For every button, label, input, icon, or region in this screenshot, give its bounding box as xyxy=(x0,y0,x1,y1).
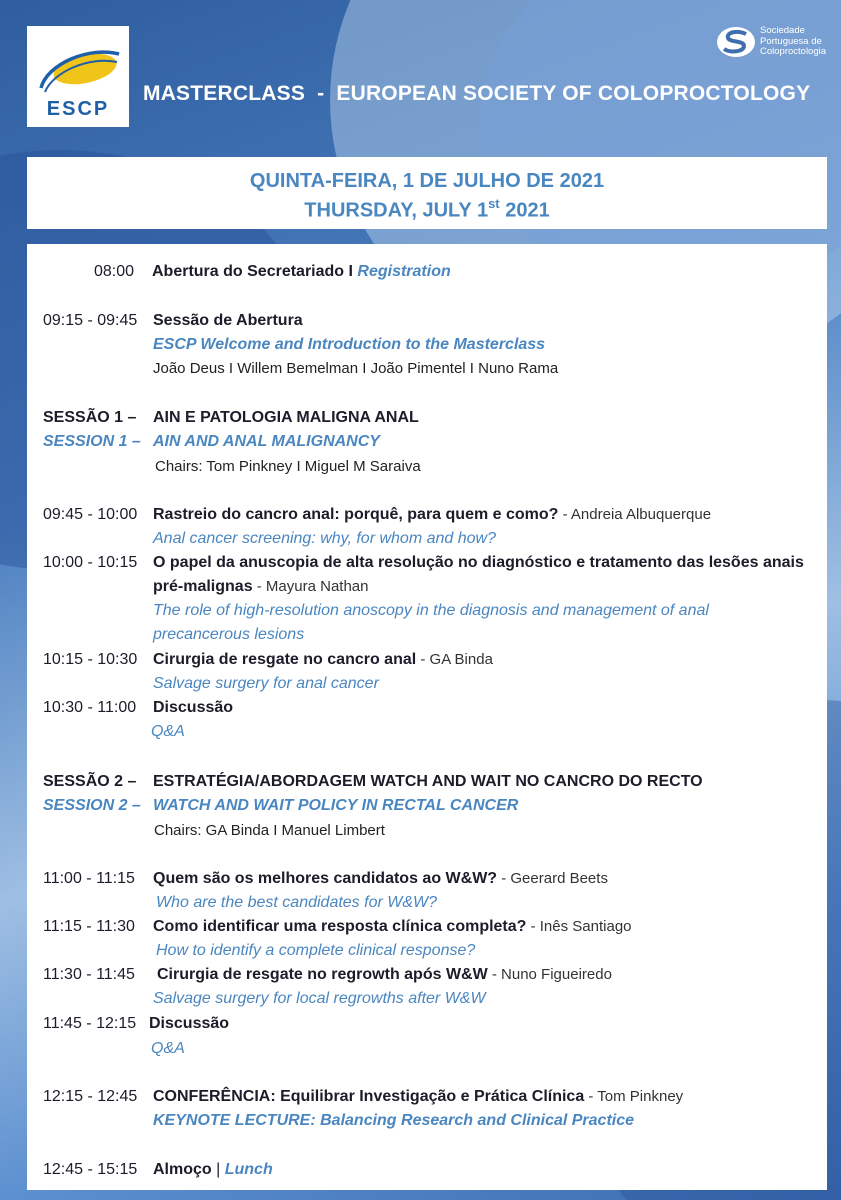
registration-title-pt: Abertura do Secretariado I xyxy=(152,263,358,280)
session2-label-pt: SESSÃO 2 – xyxy=(43,773,137,790)
date-en-sup: st xyxy=(488,196,500,211)
s1-talk1-title-pt: Rastreio do cancro anal: porquê, para quem e como? xyxy=(153,506,559,523)
session1-label-pt: SESSÃO 1 – xyxy=(43,409,137,426)
time-registration: 08:00 xyxy=(94,263,135,280)
session2-chairs: Chairs: GA Binda I Manuel Limbert xyxy=(154,822,385,839)
s2-talk1-speaker: - Geerard Beets xyxy=(497,870,608,887)
time-lunch: 12:45 - 15:15 xyxy=(43,1161,138,1178)
s1-talk2-title-en-2: precancerous lesions xyxy=(153,626,305,643)
s1-talk3-title-pt: Cirurgia de resgate no cancro anal xyxy=(153,651,417,668)
keynote-title-pt: CONFERÊNCIA: Equilibrar Investigação e Prática Clínica xyxy=(153,1088,585,1105)
s2-talk1-title xyxy=(153,870,608,888)
s1-talk3-title xyxy=(153,651,493,669)
registration-title xyxy=(152,263,451,281)
time-s2-discussion: 11:45 - 12:15 xyxy=(43,1015,137,1032)
date-pt: QUINTA-FEIRA, 1 DE JULHO DE 2021 xyxy=(249,170,605,192)
s1-talk1-speaker: - Andreia Albuquerque xyxy=(558,506,712,523)
opening-title-pt: Sessão de Abertura xyxy=(153,312,303,329)
session1-title-pt: AIN E PATOLOGIA MALIGNA ANAL xyxy=(153,409,419,426)
lunch-title-en: Lunch xyxy=(224,1161,273,1178)
s2-talk2-title-en: How to identify a complete clinical response? xyxy=(156,942,476,959)
s2-talk1-title-pt: Quem são os melhores candidatos ao W&W? xyxy=(153,870,498,887)
s1-talk2-title-pt-1: O papel da anuscopia de alta resolução no diagnóstico e tratamento das lesões anais xyxy=(153,554,804,571)
s1-talk2-speaker: - Mayura Nathan xyxy=(252,578,369,595)
session1-chairs: Chairs: Tom Pinkney I Miguel M Saraiva xyxy=(155,458,421,475)
s1-talk1-title xyxy=(153,506,711,524)
session2-title-pt: ESTRATÉGIA/ABORDAGEM WATCH AND WAIT NO CANCRO DO RECTO xyxy=(153,773,703,790)
lunch-separator: | xyxy=(211,1161,225,1178)
s1-discussion-title-pt: Discussão xyxy=(153,699,234,716)
time-s1-talk2: 10:00 - 10:15 xyxy=(43,554,138,571)
escp-logo-text: ESCP xyxy=(46,98,110,120)
s2-talk2-speaker: - Inês Santiago xyxy=(526,918,632,935)
s2-talk2-title xyxy=(153,918,632,936)
date-en-prefix: THURSDAY, JULY 1 xyxy=(304,199,489,222)
spc-line-1: Sociedade xyxy=(760,25,805,36)
opening-speakers: João Deus I Willem Bemelman I João Pimentel I Nuno Rama xyxy=(153,360,559,377)
lunch-title-pt: Almoço xyxy=(153,1161,212,1178)
page-title: MASTERCLASS - EUROPEAN SOCIETY OF COLOPROCTOLOGY xyxy=(143,82,811,105)
spc-line-3: Coloproctologia xyxy=(760,46,827,57)
session2-title-en: WATCH AND WAIT POLICY IN RECTAL CANCER xyxy=(153,797,519,814)
s1-talk2-title-en-1: The role of high-resolution anoscopy in the diagnosis and management of anal xyxy=(153,602,709,619)
keynote-title-en: KEYNOTE LECTURE: Balancing Research and Clinical Practice xyxy=(153,1112,635,1129)
time-s1-discussion: 10:30 - 11:00 xyxy=(43,699,137,716)
s2-talk3-speaker: - Nuno Figueiredo xyxy=(487,966,612,983)
spc-logo xyxy=(716,22,826,62)
time-s2-talk1: 11:00 - 11:15 xyxy=(43,870,135,887)
lunch-title xyxy=(153,1161,273,1179)
session2-label-en: SESSION 2 – xyxy=(43,797,141,814)
time-s2-talk2: 11:15 - 11:30 xyxy=(43,918,135,935)
spc-logo-icon xyxy=(716,26,756,58)
time-s1-talk1: 09:45 - 10:00 xyxy=(43,506,138,523)
s2-talk1-title-en: Who are the best candidates for W&W? xyxy=(156,894,438,911)
session1-title-en: AIN AND ANAL MALIGNANCY xyxy=(153,433,380,450)
s1-talk2-title xyxy=(153,578,368,596)
time-opening: 09:15 - 09:45 xyxy=(43,312,138,329)
keynote-speaker: - Tom Pinkney xyxy=(584,1088,684,1105)
s2-discussion-title-en: Q&A xyxy=(151,1040,185,1057)
keynote-title xyxy=(153,1088,683,1106)
s2-talk3-title-pt: Cirurgia de resgate no regrowth após W&W xyxy=(157,966,488,983)
s1-talk3-title-en: Salvage surgery for anal cancer xyxy=(153,675,379,692)
date-en xyxy=(27,193,827,223)
s1-talk2-title-pt-2: pré-malignas xyxy=(153,578,253,595)
spc-line-2: Portuguesa de xyxy=(760,35,822,47)
session1-label-en: SESSION 1 – xyxy=(43,433,141,450)
time-s1-talk3: 10:15 - 10:30 xyxy=(43,651,138,668)
time-s2-talk3: 11:30 - 11:45 xyxy=(43,966,135,983)
s2-talk3-title-en: Salvage surgery for local regrowths after W&W xyxy=(153,990,486,1007)
s2-talk3-title xyxy=(157,966,612,984)
program-panel xyxy=(27,244,827,1190)
date-en-suffix: 2021 xyxy=(499,199,550,222)
escp-logo xyxy=(27,26,129,127)
spc-logo-text xyxy=(760,26,826,58)
s2-discussion-title-pt: Discussão xyxy=(149,1015,230,1032)
time-keynote: 12:15 - 12:45 xyxy=(43,1088,138,1105)
s1-talk3-speaker: - GA Binda xyxy=(416,651,493,668)
registration-title-en: Registration xyxy=(357,263,451,280)
date-box xyxy=(27,157,827,229)
s1-discussion-title-en: Q&A xyxy=(151,723,185,740)
s1-talk1-title-en: Anal cancer screening: why, for whom and how? xyxy=(153,530,496,547)
opening-title-en: ESCP Welcome and Introduction to the Masterclass xyxy=(153,336,546,353)
s2-talk2-title-pt: Como identificar uma resposta clínica completa? xyxy=(153,918,527,935)
